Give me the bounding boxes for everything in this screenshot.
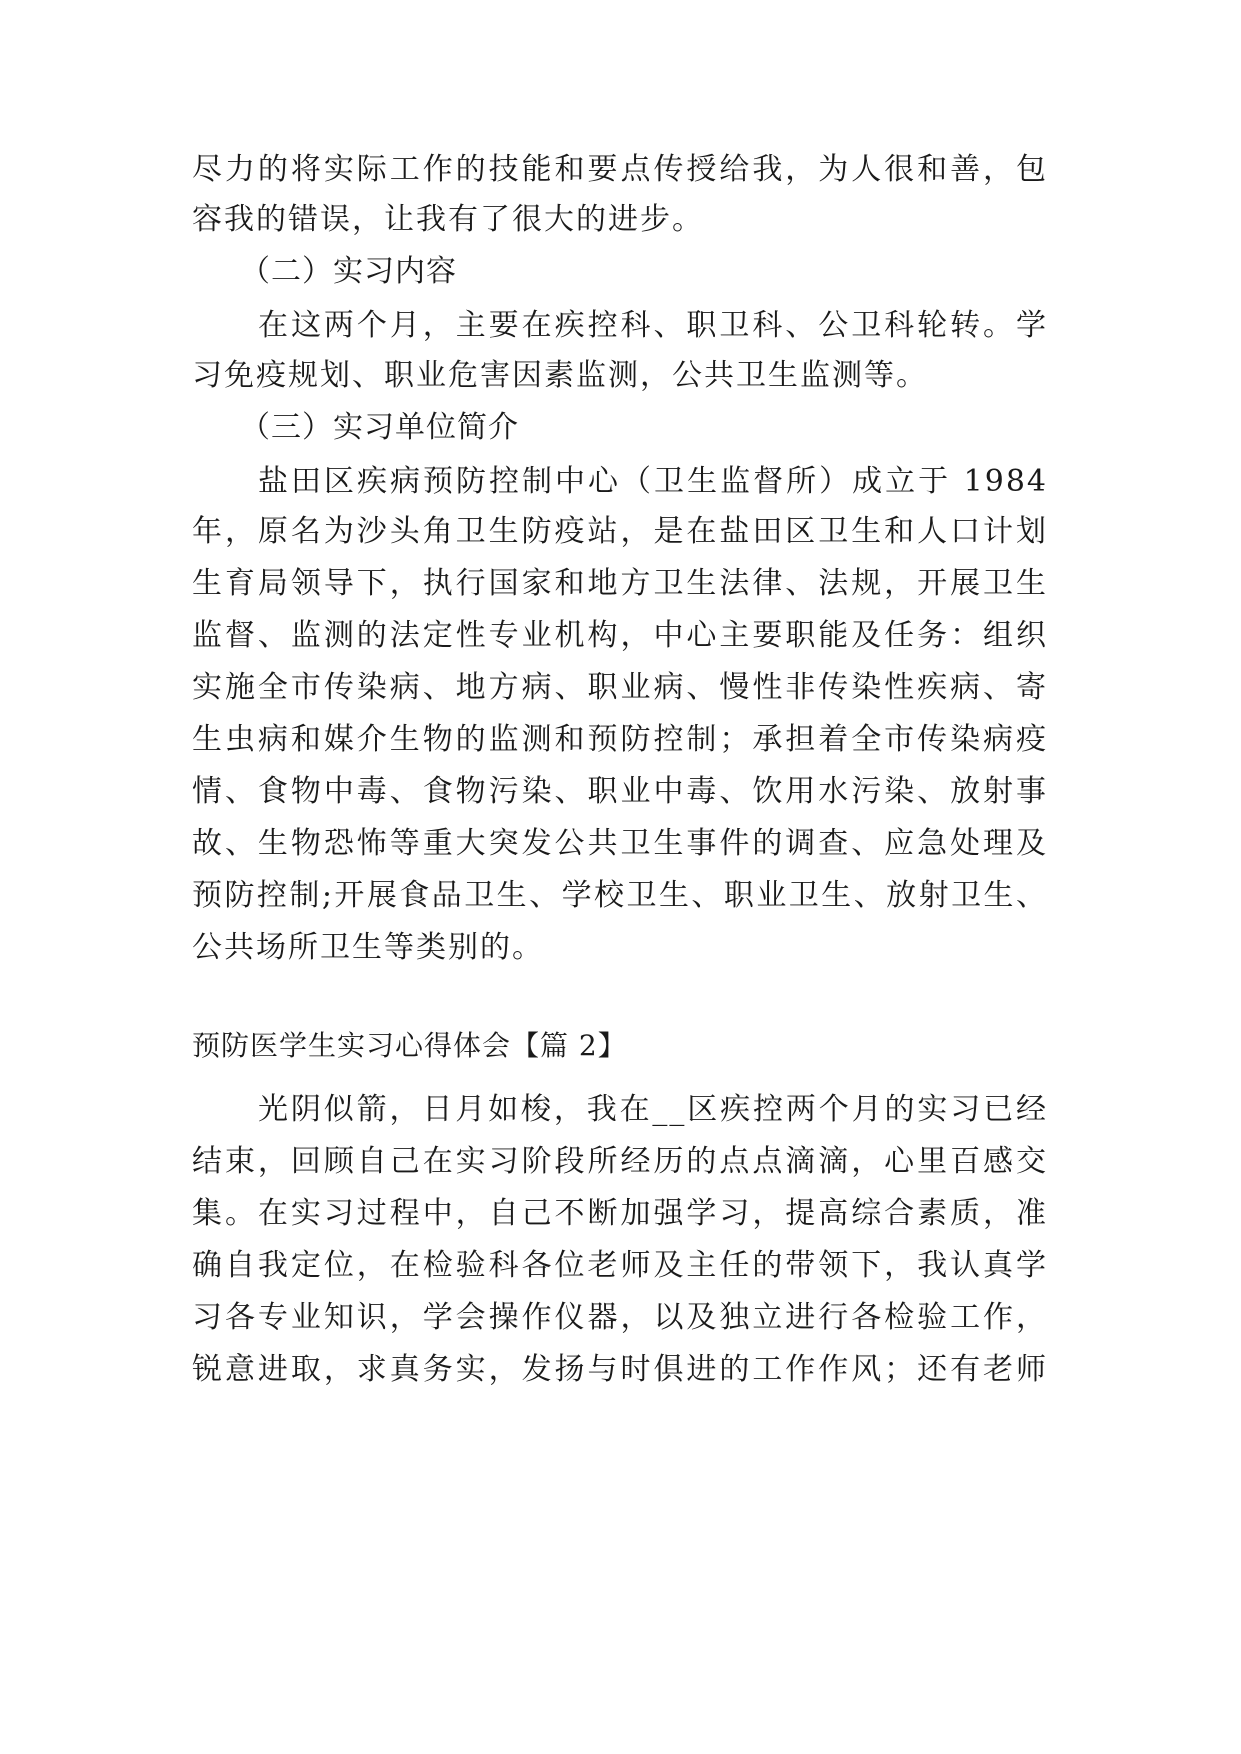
paragraph-line: 结束，回顾自己在实习阶段所经历的点点滴滴，心里百感交: [192, 1144, 1048, 1179]
section-heading: （二）实习内容: [240, 254, 457, 289]
paragraph-line: 尽力的将实际工作的技能和要点传授给我，为人很和善，包: [192, 152, 1048, 187]
paragraph-line: 确自我定位，在检验科各位老师及主任的带领下，我认真学: [192, 1248, 1048, 1283]
section-heading: （三）实习单位简介: [240, 410, 519, 445]
paragraph-line: 预防控制;开展食品卫生、学校卫生、职业卫生、放射卫生、: [192, 878, 1048, 913]
paragraph-line: 监督、监测的法定性专业机构，中心主要职能及任务：组织: [192, 618, 1048, 653]
paragraph-line: 实施全市传染病、地方病、职业病、慢性非传染性疾病、寄: [192, 670, 1048, 705]
paragraph-line: 故、生物恐怖等重大突发公共卫生事件的调查、应急处理及: [192, 826, 1048, 861]
paragraph-line: 锐意进取，求真务实，发扬与时俱进的工作作风；还有老师: [192, 1352, 1048, 1387]
paragraph-line: 盐田区疾病预防控制中心（卫生监督所）成立于 1984: [258, 464, 1048, 499]
paragraph-line: 习免疫规划、职业危害因素监测，公共卫生监测等。: [192, 358, 928, 393]
article-title: 预防医学生实习心得体会【篇 2】: [192, 1029, 627, 1062]
paragraph-line: 生育局领导下，执行国家和地方卫生法律、法规，开展卫生: [192, 566, 1048, 601]
paragraph-line: 集。在实习过程中，自己不断加强学习，提高综合素质，准: [192, 1196, 1048, 1231]
paragraph-line: 年，原名为沙头角卫生防疫站，是在盐田区卫生和人口计划: [192, 514, 1048, 549]
paragraph-line: 习各专业知识，学会操作仪器，以及独立进行各检验工作，: [192, 1300, 1048, 1335]
paragraph-line: 生虫病和媒介生物的监测和预防控制；承担着全市传染病疫: [192, 722, 1048, 757]
paragraph-line: 光阴似箭，日月如梭，我在__区疾控两个月的实习已经: [258, 1092, 1048, 1127]
paragraph-line: 公共场所卫生等类别的。: [192, 930, 544, 965]
paragraph-line: 容我的错误，让我有了很大的进步。: [192, 202, 704, 237]
paragraph-line: 情、食物中毒、食物污染、职业中毒、饮用水污染、放射事: [192, 774, 1048, 809]
paragraph-line: 在这两个月，主要在疾控科、职卫科、公卫科轮转。学: [258, 308, 1048, 343]
